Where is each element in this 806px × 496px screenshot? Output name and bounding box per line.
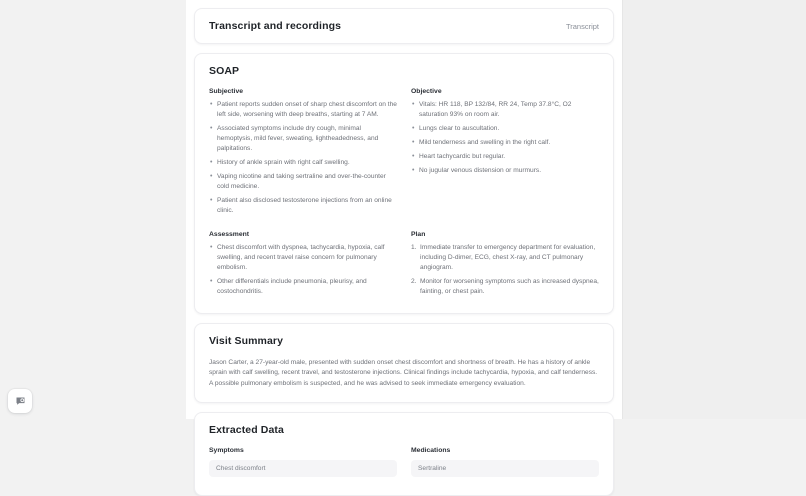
objective-list — [411, 100, 599, 176]
list-item: • Lungs clear to auscultation. — [411, 124, 599, 134]
plan-heading: Plan — [411, 231, 426, 238]
medication-pill[interactable]: Sertraline — [411, 460, 599, 477]
list-item: • No jugular venous distension or murmurs. — [411, 166, 599, 176]
extracted-medications-column — [411, 447, 599, 481]
visit-summary-heading: Visit Summary — [209, 335, 284, 347]
transcript-link[interactable]: Transcript — [565, 21, 599, 31]
chat-fab-button[interactable] — [8, 389, 32, 413]
symptoms-heading: Symptoms — [209, 447, 244, 455]
extracted-data-grid — [209, 447, 599, 481]
list-item: • Vaping nicotine and taking sertraline and over-the-counter cold medicine. — [209, 172, 397, 192]
list-item: • Associated symptoms include dry cough, minimal hemoptysis, mild fever, sweating, lightheadedness, and palpitations. — [209, 124, 397, 154]
assessment-list — [209, 243, 397, 297]
list-item: • Mild tenderness and swelling in the right calf. — [411, 138, 599, 148]
plan-list — [411, 243, 599, 297]
transcript-and-recordings-card — [194, 8, 614, 44]
soap-card — [194, 53, 614, 314]
soap-section-plan — [411, 220, 599, 301]
list-item: • Other differentials include pneumonia, pleurisy, and costochondritis. — [209, 277, 397, 297]
subjective-list — [209, 100, 397, 216]
medications-heading: Medications — [411, 447, 451, 455]
assessment-heading: Assessment — [209, 231, 250, 238]
list-item: Immediate transfer to emergency department for evaluation, including D-dimer, ECG, chest X-ray, and CT pulmonary angiogram. — [420, 244, 596, 271]
soap-row-assessment-plan — [209, 220, 599, 301]
extracted-data-card — [194, 412, 614, 496]
left-gutter — [0, 0, 186, 419]
main-content-column — [186, 0, 622, 473]
list-item: Monitor for worsening symptoms such as increased dyspnea, fainting, or chest pain. — [420, 278, 599, 295]
extracted-symptoms-column — [209, 447, 397, 481]
list-item: • Patient also disclosed testosterone injections from an online clinic. — [209, 196, 397, 216]
soap-heading: SOAP — [209, 65, 240, 77]
visit-summary-body: Jason Carter, a 27-year-old male, presented with sudden onset chest discomfort and shortness of breath. He has a history of ankle sprain with calf swelling, recent travel, and testosterone injections. Clinical findings include tachycardia, hypoxia, and calf tenderness. A possible pulmonary embolism is suspected, and he was advised to seek immediate emergency evaluation. — [209, 359, 598, 387]
extracted-data-heading: Extracted Data — [209, 424, 284, 437]
list-item: • Patient reports sudden onset of sharp chest discomfort on the left side, worsening with deep breaths, starting at 7 AM. — [209, 100, 397, 120]
right-gutter — [622, 0, 806, 419]
objective-heading: Objective — [411, 88, 442, 95]
subjective-heading: Subjective — [209, 88, 243, 95]
list-item: • History of ankle sprain with right calf swelling. — [209, 158, 397, 168]
list-item: • Heart tachycardic but regular. — [411, 152, 599, 162]
list-item: • Chest discomfort with dyspnea, tachycardia, hypoxia, calf swelling, and recent travel raise concern for pulmonary embolism. — [209, 243, 397, 273]
soap-row-subjective-objective — [209, 88, 599, 220]
soap-section-objective — [411, 88, 599, 220]
soap-section-assessment — [209, 220, 397, 301]
soap-section-subjective — [209, 88, 397, 220]
transcript-panel-title: Transcript and recordings — [209, 20, 342, 32]
visit-summary-card — [194, 323, 614, 403]
list-item: • Vitals: HR 118, BP 132/84, RR 24, Temp 37.8°C, O2 saturation 93% on room air. — [411, 100, 599, 120]
symptom-pill[interactable]: Chest discomfort — [209, 460, 397, 477]
chat-bubble-icon — [15, 396, 26, 407]
